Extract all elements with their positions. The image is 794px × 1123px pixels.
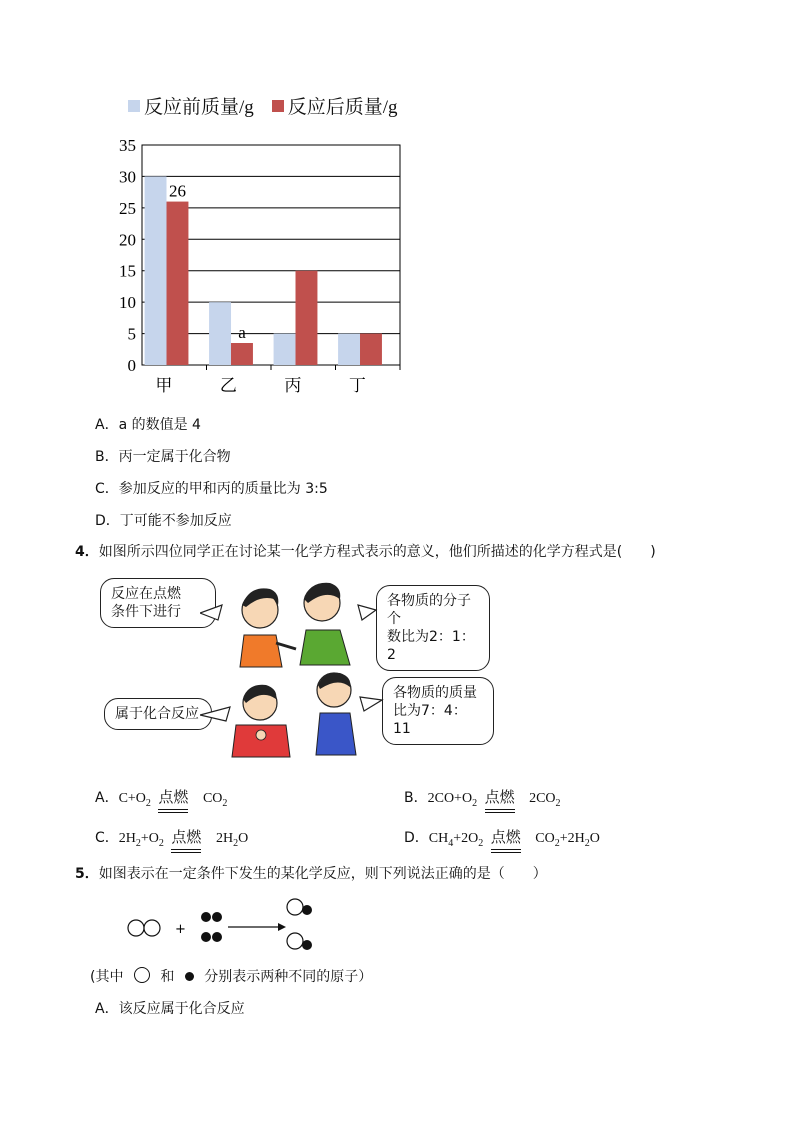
condition-label: 点燃 (490, 830, 521, 846)
bar-chart (90, 130, 420, 400)
formula-part: CO (202, 791, 223, 806)
reaction-condition (158, 786, 188, 807)
black-atom-icon (201, 912, 211, 922)
option-letter: A． (95, 790, 119, 806)
q3-option-d (95, 510, 232, 530)
question-number: 5． (75, 866, 99, 882)
formula-sub: 2 (233, 837, 239, 849)
bar-after (231, 343, 253, 365)
y-tick-label: 20 (119, 230, 136, 250)
formula-part: +2O (453, 831, 479, 846)
bubble-tail-4 (360, 697, 382, 711)
q3-option-b (95, 446, 231, 466)
bar-after (296, 271, 318, 365)
formula-part: O (238, 831, 249, 846)
q4-option-d (404, 826, 600, 849)
option-letter: C． (95, 830, 119, 846)
bar-after (167, 202, 189, 365)
formula-sub: 2 (555, 797, 561, 809)
legend-text: (其中 (90, 969, 124, 985)
option-letter: B． (95, 449, 119, 465)
formula-part: O (589, 831, 600, 846)
bar-before (145, 176, 167, 365)
option-letter: A． (95, 417, 119, 433)
formula-part: C+O (118, 791, 146, 806)
formula-sub: 2 (478, 837, 484, 849)
black-atom-icon (185, 972, 194, 981)
bubble-tail-2 (358, 605, 376, 620)
student-girl-figure (240, 588, 296, 667)
option-letter: C． (95, 481, 119, 497)
q4-stem (75, 541, 755, 561)
data-label: a (238, 323, 246, 342)
q3-option-c (95, 478, 328, 498)
x-tick-label: 乙 (219, 376, 237, 396)
data-label: 26 (168, 181, 186, 201)
white-atom-icon (134, 967, 150, 983)
black-atom-icon (302, 940, 312, 950)
option-text: 参加反应的甲和丙的质量比为 3:5 (118, 481, 328, 497)
speech-bubble-4: 各物质的质量 比为7：4：11 (382, 677, 494, 745)
formula-part: +O (140, 831, 159, 846)
reaction-condition (171, 826, 201, 847)
bar-after (360, 334, 382, 365)
formula-sub: 2 (584, 837, 590, 849)
y-tick-label: 10 (119, 293, 136, 313)
formula-part: 2CO (529, 791, 556, 806)
legend-text: 分别表示两种不同的原子） (204, 969, 373, 985)
condition-label: 点燃 (171, 830, 202, 846)
q5-legend (90, 966, 372, 986)
formula-sub: 2 (222, 797, 228, 809)
y-tick-label: 15 (119, 261, 136, 281)
bubble-tail-3 (200, 707, 230, 721)
option-letter: B． (404, 790, 428, 806)
q4-option-a (95, 786, 227, 809)
student-boy-green-figure (300, 583, 350, 665)
white-atom-icon (144, 920, 160, 936)
bubble-tail-1 (200, 605, 222, 620)
y-tick-label: 5 (127, 324, 136, 344)
formula-sub: 4 (448, 837, 454, 849)
formula-sub: 2 (472, 797, 478, 809)
option-letter: A． (95, 1001, 119, 1017)
q4-option-c (95, 826, 248, 849)
question-number: 4． (75, 544, 99, 560)
legend-label-after: 反应后质量/g (287, 97, 398, 118)
students-illustration (200, 575, 390, 765)
formula-part: 2H (118, 831, 136, 846)
formula-sub: 2 (145, 797, 151, 809)
legend-item-before (128, 92, 254, 119)
x-tick-label: 丁 (348, 376, 366, 396)
formula-part: CH (428, 831, 449, 846)
reaction-diagram (120, 893, 330, 958)
option-letter: D． (95, 513, 120, 529)
student-boy-blue-figure (316, 673, 356, 755)
x-tick-label: 丙 (284, 376, 302, 396)
x-tick-label: 甲 (155, 376, 173, 396)
plus-sign: + (175, 922, 186, 937)
formula-part: 2H (215, 831, 234, 846)
legend-swatch-before (128, 100, 140, 112)
q5-stem (75, 863, 755, 883)
y-tick-label: 25 (119, 198, 136, 218)
legend-text: 和 (160, 969, 175, 985)
q3-option-a (95, 414, 201, 434)
bar-before (209, 302, 231, 365)
legend-swatch-after (272, 100, 284, 112)
white-atom-icon (287, 933, 303, 949)
formula-part: +2H (559, 831, 585, 846)
q4-option-b (404, 786, 561, 809)
speech-bubble-3: 属于化合反应 (104, 698, 212, 730)
chart-legend (128, 92, 408, 119)
option-text: a 的数值是 4 (118, 417, 201, 433)
legend-label-before: 反应前质量/g (144, 97, 254, 118)
question-text: 如图所示四位同学正在讨论某一化学方程式表示的意义，他们所描述的化学方程式是( ) (98, 544, 656, 560)
question-text: 如图表示在一定条件下发生的某化学反应，则下列说法正确的是（ ） (98, 866, 547, 882)
condition-label: 点燃 (484, 790, 515, 806)
reaction-condition (485, 786, 515, 807)
option-text: 丁可能不参加反应 (119, 513, 232, 529)
option-text: 丙一定属于化合物 (118, 449, 231, 465)
black-atom-icon (201, 932, 211, 942)
condition-label: 点燃 (158, 790, 189, 806)
bar-before (338, 334, 360, 365)
speech-bubble-1: 反应在点燃 条件下进行 (100, 578, 216, 628)
y-tick-label: 30 (119, 167, 136, 187)
q5-option-a (95, 998, 245, 1018)
white-atom-icon (287, 899, 303, 915)
black-atom-icon (302, 905, 312, 915)
black-atom-icon (212, 912, 222, 922)
legend-item-after (272, 92, 398, 119)
bar-before (274, 334, 296, 365)
black-atom-icon (212, 932, 222, 942)
option-letter: D． (404, 830, 429, 846)
arrow-head-icon (278, 923, 286, 931)
reaction-condition (491, 826, 521, 847)
white-atom-icon (128, 920, 144, 936)
y-tick-label: 0 (127, 356, 136, 375)
formula-sub: 2 (554, 837, 560, 849)
formula-sub: 2 (158, 837, 164, 849)
formula-part: CO (535, 831, 555, 846)
option-text: 该反应属于化合反应 (118, 1001, 245, 1017)
speech-bubble-2: 各物质的分子个 数比为2：1：2 (376, 585, 490, 671)
formula-part: 2CO+O (427, 791, 473, 806)
y-tick-label: 35 (119, 136, 136, 155)
student-boy-red-figure (232, 685, 290, 757)
formula-sub: 2 (135, 837, 141, 849)
